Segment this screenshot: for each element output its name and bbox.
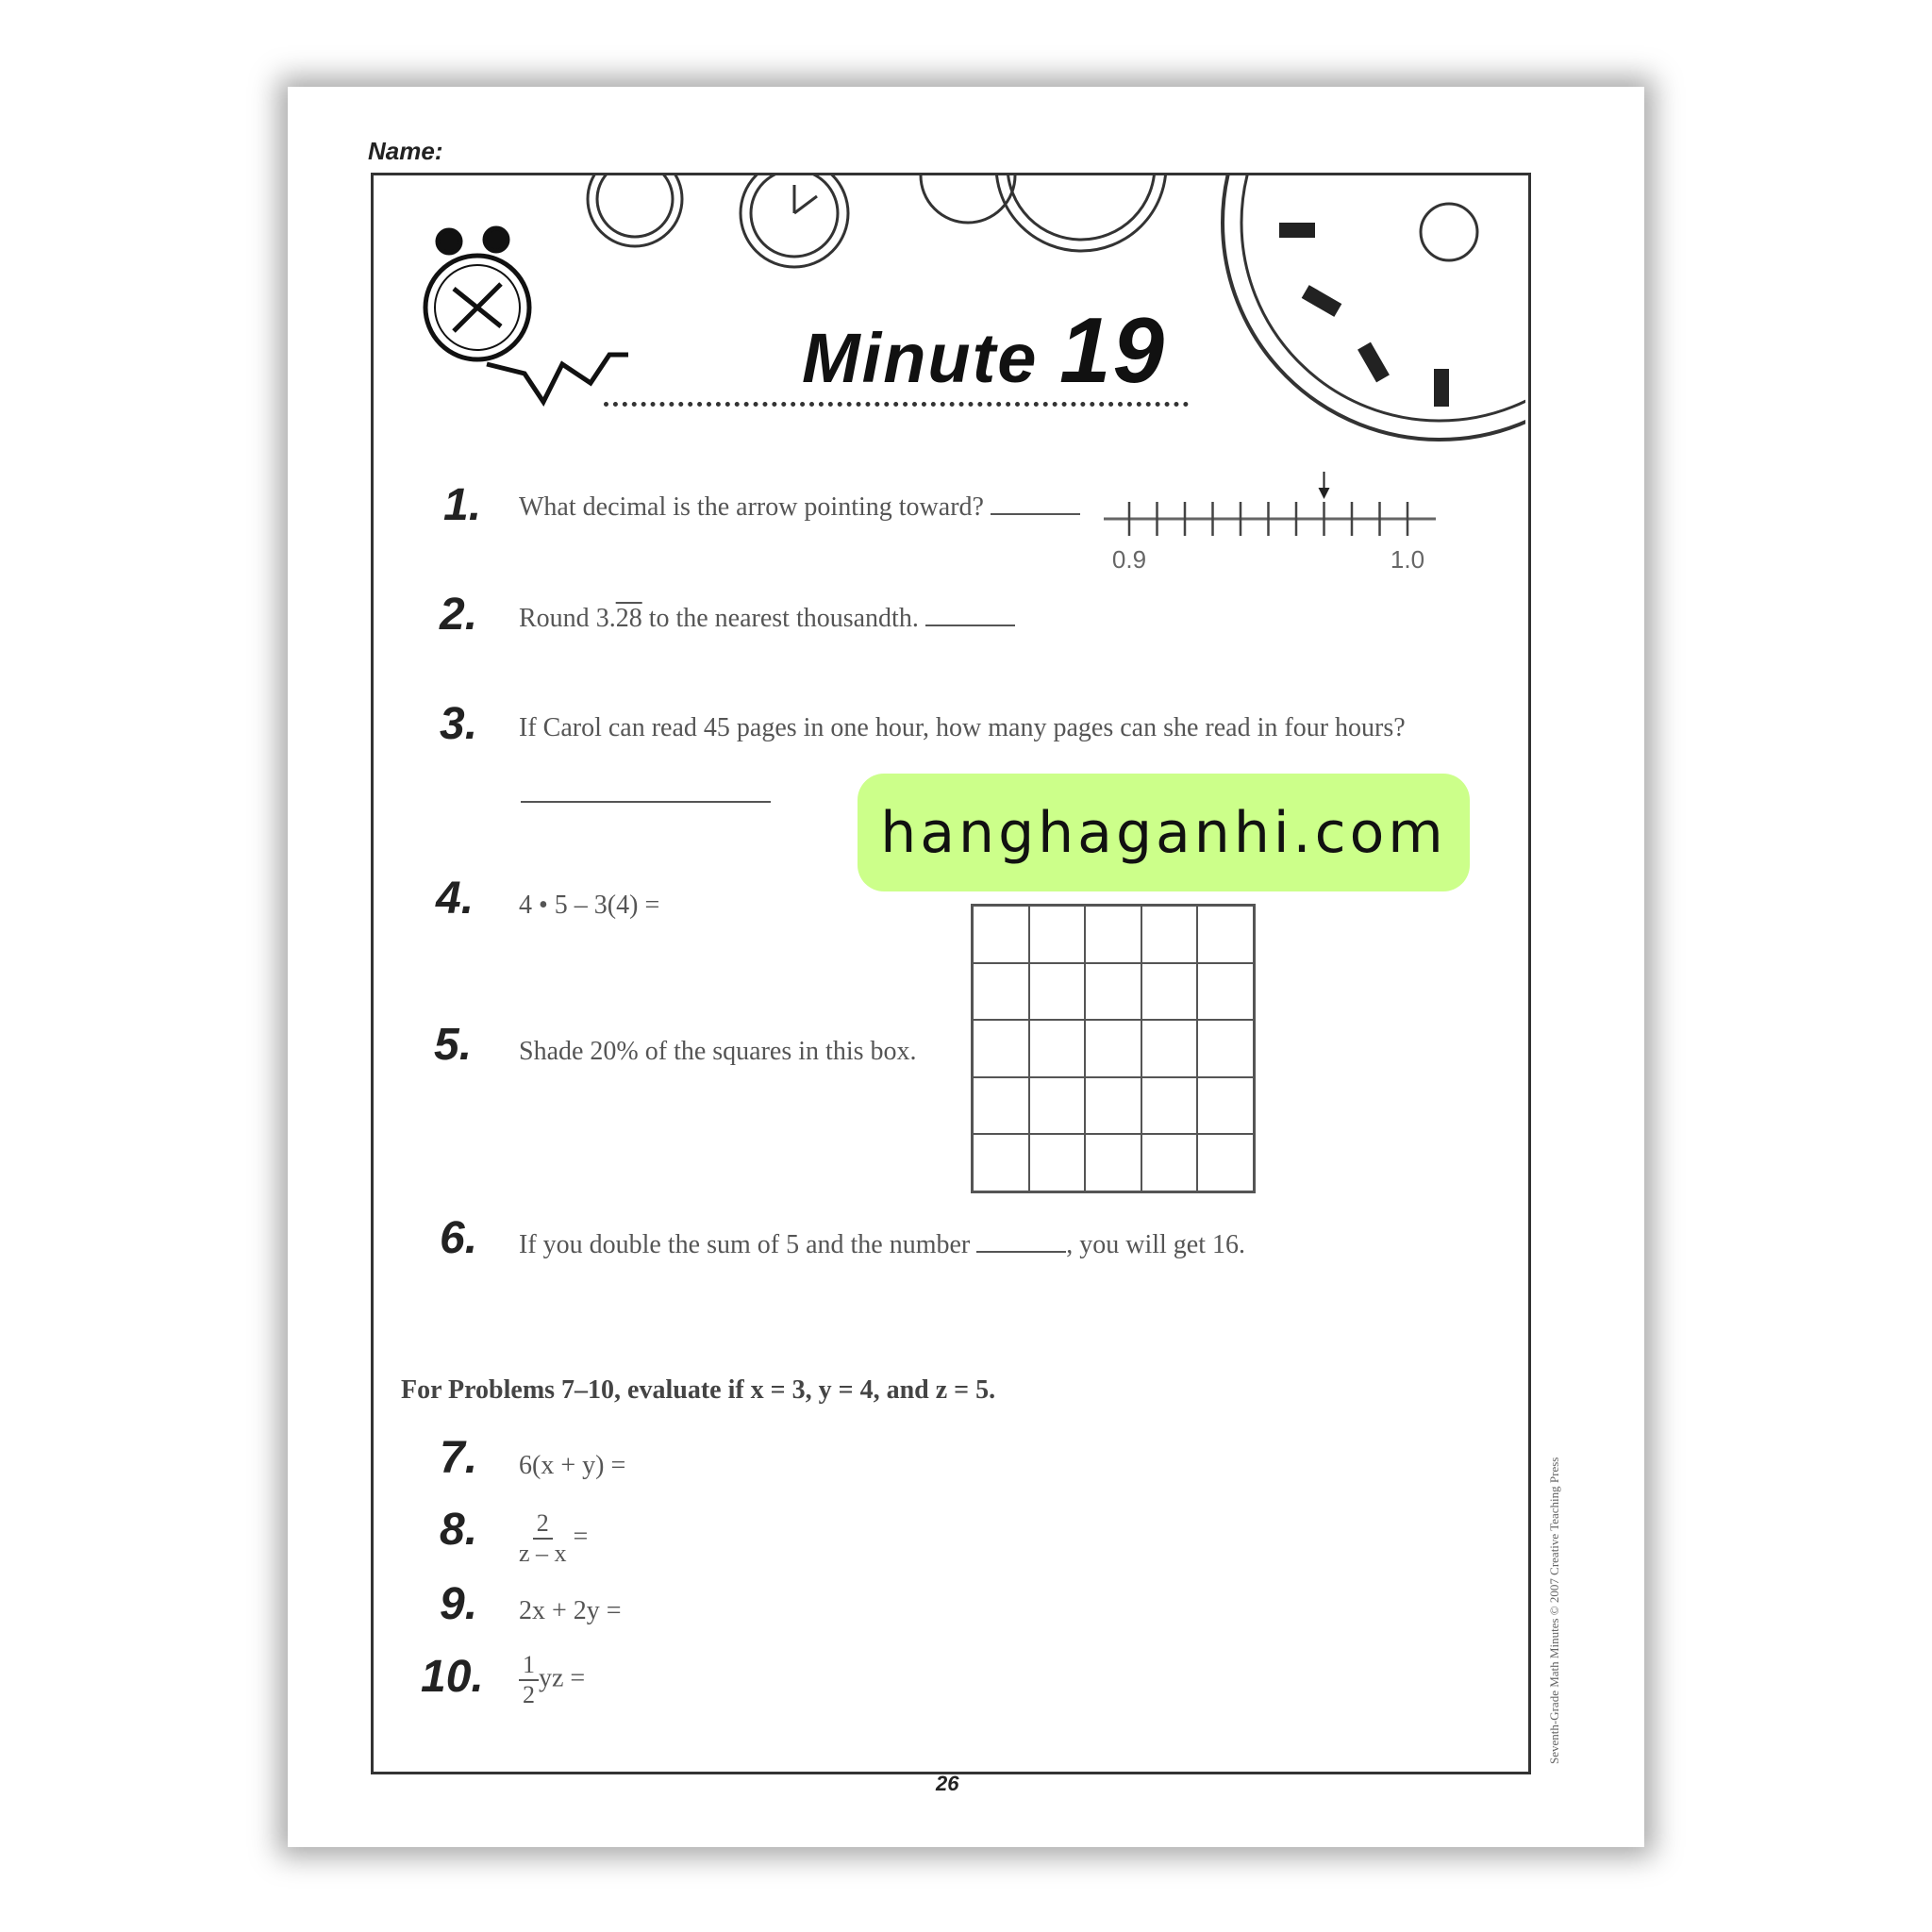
alarm-clock-icon — [425, 228, 628, 402]
arrow-icon — [1319, 488, 1330, 499]
question-2 — [519, 604, 1015, 634]
numerator: 1 — [519, 1651, 539, 1681]
answer-blank[interactable] — [521, 800, 771, 803]
page-number: 26 — [936, 1772, 959, 1795]
grid-square[interactable] — [1141, 963, 1198, 1021]
grid-square[interactable] — [973, 1077, 1029, 1135]
shading-grid[interactable] — [971, 904, 1256, 1193]
grid-square[interactable] — [1197, 1020, 1254, 1077]
question-text: to the nearest thousandth. — [648, 604, 919, 633]
instructions: For Problems 7–10, evaluate if x = 3, y = 4, and z = 5. — [401, 1375, 996, 1405]
grid-square[interactable] — [973, 963, 1029, 1021]
name-label: Name: — [368, 137, 443, 165]
number-value: 3. — [595, 604, 616, 633]
grid-square[interactable] — [1197, 1134, 1254, 1191]
grid-square[interactable] — [1029, 1077, 1086, 1135]
dotted-divider — [604, 402, 1189, 407]
question-number: 8. — [440, 1505, 478, 1555]
question-8 — [519, 1509, 588, 1568]
grid-square[interactable] — [1197, 1077, 1254, 1135]
question-number: 2. — [440, 590, 478, 640]
question-3: If Carol can read 45 pages in one hour, how many pages can she read in four hours? — [519, 713, 1406, 742]
grid-square[interactable] — [1197, 906, 1254, 963]
answer-blank[interactable] — [991, 512, 1080, 515]
numerator: 2 — [533, 1509, 553, 1540]
grid-square[interactable] — [973, 1134, 1029, 1191]
question-10 — [519, 1651, 585, 1709]
answer-blank[interactable] — [925, 624, 1015, 626]
grid-square[interactable] — [1029, 963, 1086, 1021]
question-number: 7. — [440, 1433, 478, 1483]
question-number: 4. — [436, 874, 475, 924]
grid-square[interactable] — [1029, 906, 1086, 963]
answer-blank[interactable] — [976, 1250, 1066, 1253]
grid-square[interactable] — [1085, 906, 1141, 963]
grid-square[interactable] — [1141, 1077, 1198, 1135]
page-title: Minute 19 — [802, 298, 1166, 402]
grid-square[interactable] — [1197, 963, 1254, 1021]
grid-square[interactable] — [1085, 1134, 1141, 1191]
equals-sign: = — [573, 1522, 589, 1552]
question-text: Round — [519, 604, 590, 633]
grid-square[interactable] — [1085, 1077, 1141, 1135]
clock-tick-marks — [1279, 223, 1449, 407]
question-text: What decimal is the arrow pointing toward? — [519, 492, 984, 522]
question-number: 10. — [421, 1652, 484, 1702]
grid-square[interactable] — [1085, 963, 1141, 1021]
grid-square[interactable] — [1029, 1020, 1086, 1077]
expression: yz = — [539, 1663, 586, 1693]
question-text: If you double the sum of 5 and the number — [519, 1230, 971, 1259]
denominator: 2 — [523, 1681, 535, 1708]
question-6 — [519, 1230, 1245, 1260]
number-line-label: 0.9 — [1111, 545, 1147, 574]
question-5: Shade 20% of the squares in this box. — [519, 1037, 917, 1066]
watermark: hanghaganhi.com — [858, 774, 1470, 891]
question-number: 3. — [440, 699, 478, 749]
question-number: 6. — [440, 1213, 478, 1263]
number-line — [1094, 467, 1453, 580]
copyright-text: Seventh-Grade Math Minutes © 2007 Creative Teaching Press — [1547, 1457, 1561, 1764]
question-number: 9. — [440, 1579, 478, 1629]
repeating-digits: 28 — [615, 604, 642, 633]
denominator: z – x — [519, 1540, 567, 1567]
grid-square[interactable] — [1141, 906, 1198, 963]
number-line-label: 1.0 — [1390, 545, 1425, 574]
question-7: 6(x + y) = — [519, 1451, 626, 1480]
question-1 — [519, 492, 1080, 523]
grid-square[interactable] — [1085, 1020, 1141, 1077]
grid-square[interactable] — [973, 1020, 1029, 1077]
question-text: , you will get 16. — [1066, 1230, 1245, 1259]
grid-square[interactable] — [973, 906, 1029, 963]
grid-square[interactable] — [1029, 1134, 1086, 1191]
grid-square[interactable] — [1141, 1134, 1198, 1191]
question-9: 2x + 2y = — [519, 1596, 622, 1625]
question-4: 4 • 5 – 3(4) = — [519, 891, 660, 920]
question-number: 5. — [434, 1020, 473, 1070]
question-number: 1. — [443, 480, 482, 530]
grid-square[interactable] — [1141, 1020, 1198, 1077]
